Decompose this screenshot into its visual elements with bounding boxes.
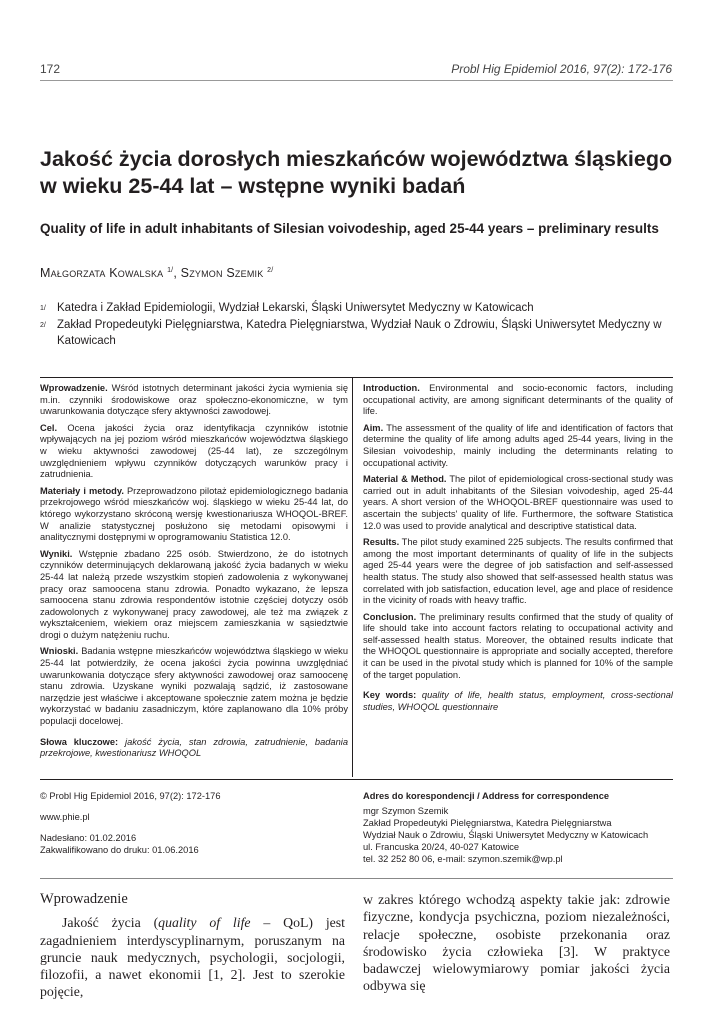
section-title: Wprowadzenie bbox=[40, 891, 128, 907]
abstract-paragraph bbox=[363, 537, 673, 607]
body-text-italic: quality of life bbox=[158, 915, 251, 931]
abstract-label: Wnioski. bbox=[40, 646, 79, 657]
correspondence-line: Wydział Nauk o Zdrowiu, Śląski Uniwersytet Medyczny w Katowicach bbox=[363, 830, 649, 840]
page-number: 172 bbox=[40, 62, 61, 76]
abstract-label: Cel. bbox=[40, 422, 58, 433]
abstract-paragraph bbox=[363, 612, 673, 682]
abstract-bottom-rule bbox=[40, 779, 673, 780]
title-polish: Jakość życia dorosłych mieszkańców województwa śląskiego w wieku 25-44 lat – wstępne wyniki badań bbox=[40, 147, 673, 198]
affiliation bbox=[40, 300, 680, 317]
abstract-paragraph bbox=[363, 423, 673, 469]
affiliation-text: Katedra i Zakład Epidemiologii, Wydział Lekarski, Śląski Uniwersytet Medyczny w Katowicach bbox=[57, 302, 534, 314]
abstract-label: Wyniki. bbox=[40, 548, 73, 559]
abstract-paragraph bbox=[40, 646, 348, 727]
abstract-top-rule bbox=[40, 377, 673, 378]
abstract-text: Przeprowadzono pilotaż epidemiologicznego badania przekrojowego wśród mieszkańców woj. śląskiego w wieku 25-44 lat, do którego wykorzystano skróconą wersję kwestionariusza WHOQOL-BREF. W analizie statystycznej posłużono się metodami opisowymi i analitycznymi dostępnymi w oprogramowaniu Statistica 12.0. bbox=[40, 485, 348, 543]
affiliation-mark: 1/ bbox=[40, 305, 46, 312]
affiliation bbox=[40, 317, 680, 349]
journal-header: Probl Hig Epidemiol 2016, 97(2): 172-176 bbox=[451, 62, 672, 76]
abstract-english bbox=[363, 383, 673, 718]
abstract-text: The preliminary results confirmed that the study of quality of life should take into account factors relating to occupational activity and self-assessed health status. Moreover, the obtained results indicate that the WHOQOL questionnaire is appropriate and socially accepted, therefore it can be used in the pivotal study which is planned for 10% of the sample of the target population. bbox=[363, 611, 673, 680]
affiliations bbox=[40, 300, 680, 349]
abstract-label: Wprowadzenie. bbox=[40, 383, 108, 393]
submitted-date: Nadesłano: 01.02.2016 bbox=[40, 833, 137, 843]
article-info bbox=[40, 790, 340, 856]
correspondence-line: ul. Francuska 20/24, 40-027 Katowice bbox=[363, 842, 520, 852]
abstract-paragraph bbox=[40, 549, 348, 642]
abstract-text: Wśród istotnych determinant jakości życia wymienia się m.in. czynniki środowiskowe oraz społeczno-ekonomiczne, w tym uwarunkowania dotyczące sfery aktywności zawodowej. bbox=[40, 383, 348, 417]
abstract-text: Wstępnie zbadano 225 osób. Stwierdzono, że do istotnych czynników determinujących deklarowaną jakość życia badanych w wieku 25-44 lat należą przede wszystkim stopień zadowolenia z wykonywanej pracy oraz samoocena stanu zdrowia. Ponadto wykazano, że lepsza samoocena stanu zdrowia respondentów istotnie częściej dotyczy osób zadowolonych z wykonywanej pracy zawodowej, ale też ma związek z wykształceniem, wiekiem oraz miejscem zamieszkania w sąsiedztwie drogi o dużym natężeniu ruchu. bbox=[40, 548, 348, 640]
body-paragraph: w zakres którego wchodzą aspekty takie jak: zdrowie fizyczne, kondycja psychiczna, poziom niezależności, relacje społeczne, osobiste przekonania oraz środowisko życia człowieka [3]. W praktyce badawczej wielowymiarowy pomiar jakości życia odbywa się bbox=[363, 892, 670, 994]
author-name: Małgorzata Kowalska bbox=[40, 266, 164, 280]
author-name: Szymon Szemik bbox=[180, 266, 264, 280]
abstract-text: The assessment of the quality of life and identification of factors that determine the quality of life among adults aged 25-44 years, living in the Silesian voivodeship, mainly including the determinants relating to occupational activity. bbox=[363, 422, 673, 468]
abstract-text: The pilot study examined 225 subjects. The results confirmed that among the most important determinants of quality of life in the subjects aged 25-44 years were the degree of job satisfaction and self-assessed health status. The study also showed that self-assessed health status was correlated with job satisfaction, education level, age and place of residence in the vicinity of roads with heavy traffic. bbox=[363, 537, 673, 606]
abstract-paragraph bbox=[40, 486, 348, 544]
author-affil-mark: 2/ bbox=[267, 266, 274, 274]
correspondence-heading: Adres do korespondencji / Address for correspondence bbox=[363, 791, 610, 801]
keywords-label: Słowa kluczowe: bbox=[40, 736, 119, 747]
keywords-label: Key words: bbox=[363, 690, 417, 701]
abstract-text: Badania wstępne mieszkańców województwa śląskiego w wieku 25-44 lat potwierdziły, że ocena jakości życia powinna uwzględniać uwarunkowania dotyczące sfery aktywności zawodowej oraz samoocenę stanu zdrowia. Uzyskane wyniki pozwalają sądzić, iż zastosowane narzędzie jest właściwe i akceptowane społecznie zatem można je będzie wykorzystać w badaniu zasadniczym, które zaplanowano dla 10% próby populacji docelowej. bbox=[40, 646, 348, 727]
abstract-text: The pilot of epidemiological cross-sectional study was carried out in adult inhabitants of the Silesian voivodeship, aged 25-44 years. A short version of the WHOQOL-BREF questionnaire was used to ascertain the subjects' quality of life. Furthermore, the software Statistica 12.0 was used to provide analytical and descriptive statistical data. bbox=[363, 474, 673, 531]
accepted-date: Zakwalifikowano do druku: 01.06.2016 bbox=[40, 845, 199, 855]
author-affil-mark: 1/ bbox=[167, 266, 174, 274]
keywords-text: quality of life, health status, employment, cross-sectional studies, WHOQOL questionnaire bbox=[363, 690, 673, 712]
correspondence bbox=[363, 790, 683, 865]
correspondence-line: tel. 32 252 80 06, e-mail: szymon.szemik@wp.pl bbox=[363, 854, 563, 864]
abstract-polish bbox=[40, 383, 348, 765]
keywords-text: jakość życia, stan zdrowia, zatrudnienie, badania przekrojowe, kwestionariusz WHOQOL bbox=[40, 736, 348, 759]
citation: © Probl Hig Epidemiol 2016, 97(2): 172-176 bbox=[40, 791, 221, 801]
affiliation-mark: 2/ bbox=[40, 322, 46, 329]
keywords-english bbox=[363, 690, 673, 713]
abstract-label: Materiały i metody. bbox=[40, 485, 124, 496]
affiliation-text: Zakład Propedeutyki Pielęgniarstwa, Katedra Pielęgniarstwa, Wydział Nauk o Zdrowiu, Śląski Uniwersytet Medyczny w Katowicach bbox=[57, 319, 662, 347]
correspondence-line: mgr Szymon Szemik bbox=[363, 806, 449, 816]
abstract-paragraph bbox=[40, 423, 348, 481]
abstract-label: Results. bbox=[363, 537, 400, 548]
authors: Małgorzata Kowalska $^{1/}$, Szymon Szemik $^{2/}$ bbox=[40, 266, 274, 280]
title-english: Quality of life in adult inhabitants of Silesian voivodeship, aged 25-44 years – preliminary results bbox=[40, 221, 659, 236]
body-right-column bbox=[363, 891, 670, 995]
abstract-paragraph bbox=[40, 383, 348, 418]
header-rule bbox=[40, 80, 673, 81]
body-text: Jakość życia ( bbox=[62, 915, 159, 931]
abstract-column-divider bbox=[352, 377, 353, 777]
abstract-label: Aim. bbox=[363, 422, 384, 433]
abstract-label: Introduction. bbox=[363, 383, 420, 393]
abstract-paragraph bbox=[363, 383, 673, 418]
abstract-label: Material & Method. bbox=[363, 474, 447, 485]
body-paragraph bbox=[40, 914, 345, 1000]
abstract-text: Environmental and socio-economic factors, including occupational activity, are among significant determinants of the quality of life. bbox=[363, 383, 673, 417]
body-left-column bbox=[40, 891, 345, 1001]
info-bottom-rule bbox=[40, 878, 673, 879]
website-link[interactable]: www.phie.pl bbox=[40, 812, 90, 822]
body-text: – QoL) jest zagadnieniem interdyscyplinarnym, poruszanym na gruncie nauk medycznych, psychologii, socjologii, filozofii, a nawet ekonomii [1, 2]. Jest to szerokie pojęcie, bbox=[40, 915, 345, 1000]
abstract-text: Ocena jakości życia oraz identyfikacja czynników istotnie wpływających na jej poziom wśród mieszkańców województwa śląskiego w wieku aktywności zawodowej (25-44 lat), ze szczególnym uwzględnieniem wpływu czynników dotyczących warunków pracy i zatrudnienia. bbox=[40, 422, 348, 480]
correspondence-line: Zakład Propedeutyki Pielęgniarstwa, Katedra Pielęgniarstwa bbox=[363, 818, 612, 828]
abstract-label: Conclusion. bbox=[363, 611, 417, 622]
keywords-polish bbox=[40, 737, 348, 760]
abstract-paragraph bbox=[363, 474, 673, 532]
